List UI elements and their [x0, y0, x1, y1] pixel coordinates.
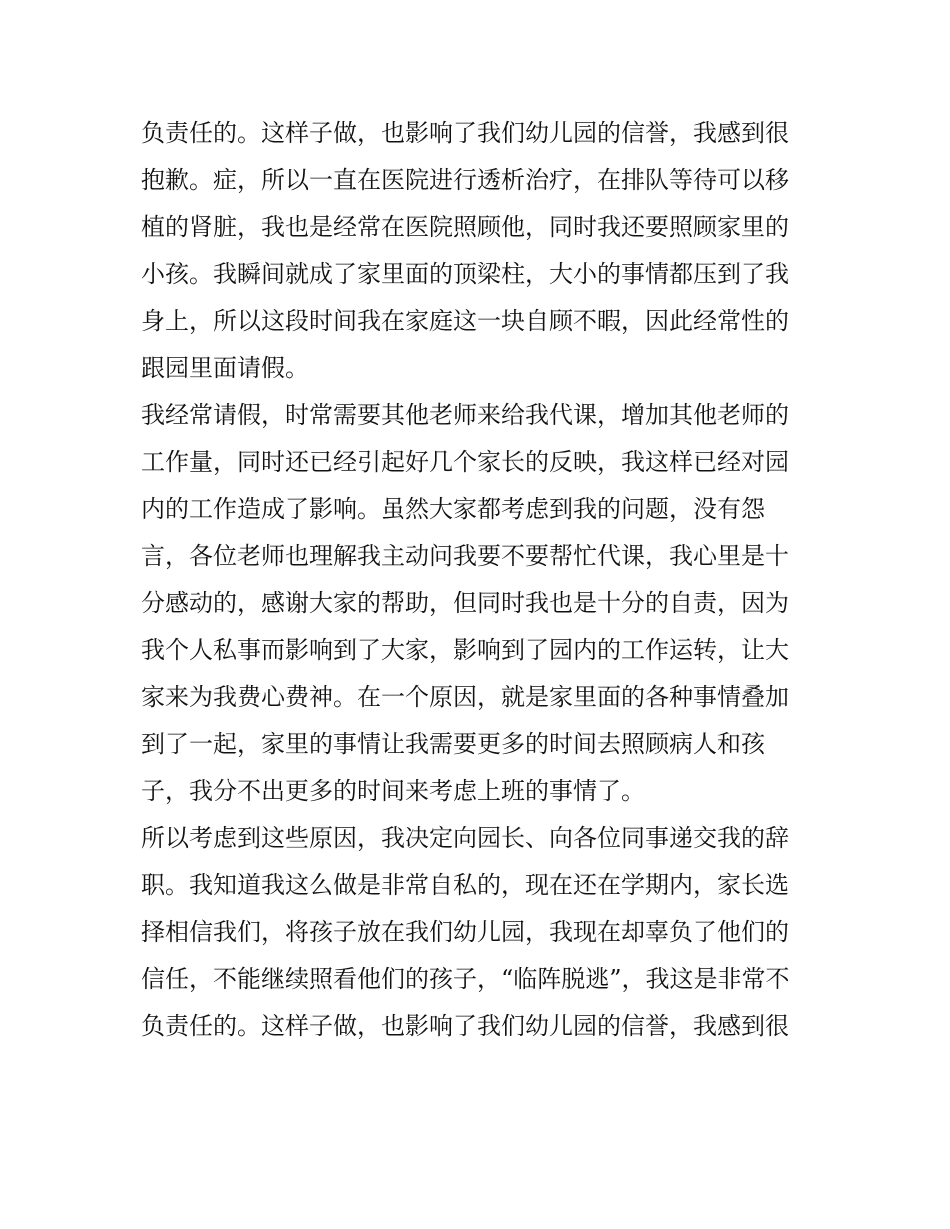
text-line: 我个人私事而影响到了大家，影响到了园内的工作运转，让大 — [141, 636, 789, 664]
text-line: 家来为我费心费神。在一个原因，就是家里面的各种事情叠加 — [141, 683, 789, 711]
text-line: 身上，所以这段时间我在家庭这一块自顾不暇，因此经常性的 — [141, 307, 789, 335]
body-text — [141, 110, 821, 1050]
text-line: 所以考虑到这些原因，我决定向园长、向各位同事递交我的辞 — [141, 824, 789, 852]
text-line: 分感动的，感谢大家的帮助，但同时我也是十分的自责，因为 — [141, 589, 789, 617]
text-line: 内的工作造成了影响。虽然大家都考虑到我的问题，没有怨 — [141, 495, 765, 523]
text-line: 负责任的。这样子做，也影响了我们幼儿园的信誉，我感到很 — [141, 119, 789, 147]
text-line: 择相信我们，将孩子放在我们幼儿园，我现在却辜负了他们的 — [141, 918, 789, 946]
text-line: 跟园里面请假。 — [141, 354, 309, 382]
text-line: 植的肾脏，我也是经常在医院照顾他，同时我还要照顾家里的 — [141, 213, 789, 241]
text-line: 抱歉。症，所以一直在医院进行透析治疗，在排队等待可以移 — [141, 166, 789, 194]
text-line: 负责任的。这样子做，也影响了我们幼儿园的信誉，我感到很 — [141, 1012, 789, 1040]
text-line: 子，我分不出更多的时间来考虑上班的事情了。 — [141, 777, 645, 805]
text-line: 工作量，同时还已经引起好几个家长的反映，我这样已经对园 — [141, 448, 789, 476]
text-line: 我经常请假，时常需要其他老师来给我代课，增加其他老师的 — [141, 401, 789, 429]
text-line: 言，各位老师也理解我主动问我要不要帮忙代课，我心里是十 — [141, 542, 789, 570]
text-line: 到了一起，家里的事情让我需要更多的时间去照顾病人和孩 — [141, 730, 765, 758]
text-line: 信任，不能继续照看他们的孩子，“临阵脱逃”，我这是非常不 — [141, 965, 790, 993]
text-line: 职。我知道我这么做是非常自私的，现在还在学期内，家长选 — [141, 871, 789, 899]
text-line: 小孩。我瞬间就成了家里面的顶梁柱，大小的事情都压到了我 — [141, 260, 789, 288]
